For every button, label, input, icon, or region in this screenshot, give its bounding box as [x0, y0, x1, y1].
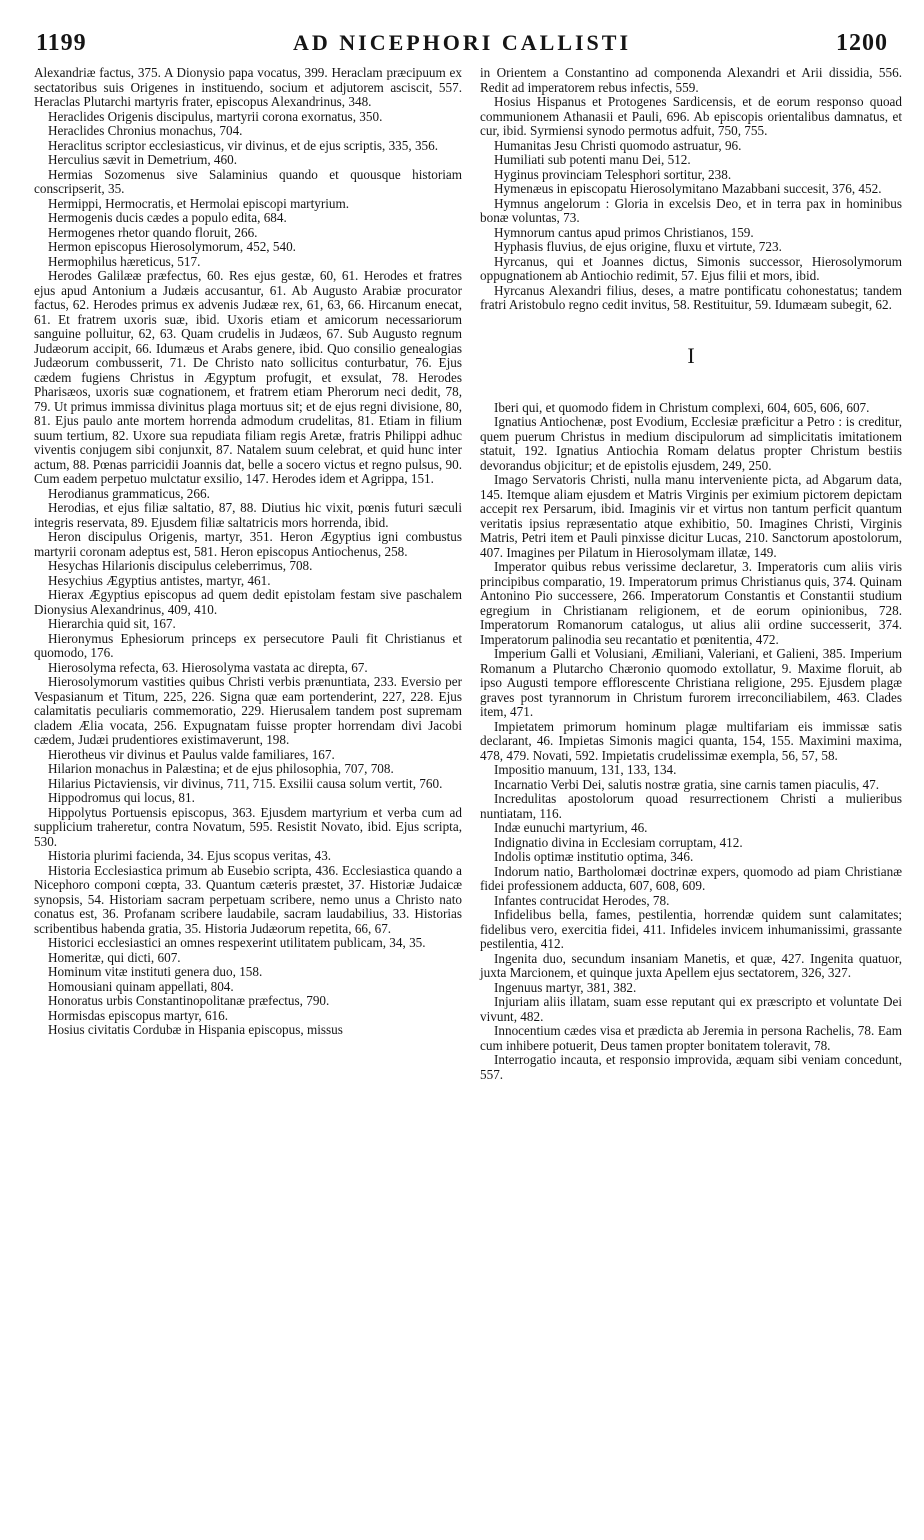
- index-entry: Interrogatio incauta, et responsio improvida, æquam sibi veniam concedunt, 557.: [480, 1052, 902, 1082]
- index-entry: Infidelibus bella, fames, pestilentia, horrendæ quidem sunt calamitates; fidelibus vero, exercitia fidei, 411. Infideles invicem inhumanissimi, grassante pestilentia, 412.: [480, 907, 902, 951]
- left-page-number: 1199: [36, 30, 87, 56]
- index-entry: Hilarion monachus in Palæstina; et de ejus philosophia, 707, 708.: [48, 761, 394, 776]
- right-bottom-entries: [480, 401, 902, 1083]
- index-entry: Historici ecclesiastici an omnes respexerint utilitatem publicam, 34, 35.: [48, 935, 426, 950]
- index-entry: Imperator quibus rebus verissime declaretur, 3. Imperatoris cum aliis viris principibus comparatio, 19. Imperatorum primus Christianus quis, 374. Quinam Antonino Pio successere, 266. Imperatorum Constantis et Constantii studium egregium in Christianam religionem, et de eorum opinionibus, 728. Imperatorum Romanorum catalogus, ut alius alii ordine successerit, 374. Imperatorum palinodia seu recantatio et pœnitentia, 472.: [480, 559, 902, 647]
- index-entry: Hierarchia quid sit, 167.: [48, 616, 176, 631]
- right-page-number: 1200: [836, 30, 888, 56]
- index-entry: Hierosolymorum vastities quibus Christi verbis prænuntiata, 233. Eversio per Vespasianum et Titum, 225, 226. Signa quæ eam portenderint, 227, 228. Ejus calamitatis peculiaris commemoratio, 229. Hierusalem tandem post supremam cladem Ælia vocata, 256. Expugnatam fuisse propter horrendam divi Jacobi cædem, Judæi prudentiores existimaverunt, 198.: [34, 674, 462, 747]
- index-entry: Homousiani quinam appellati, 804.: [48, 978, 234, 994]
- index-entry: Hyginus provinciam Telesphori sortitur, 238.: [494, 166, 732, 182]
- left-column: [34, 66, 462, 1038]
- index-entry: Honoratus urbis Constantinopolitanæ præfectus, 790.: [48, 993, 330, 1008]
- index-entry: Innocentium cædes visa et prædicta ab Jeremia in persona Rachelis, 78. Eam cum inhibere potuerit, Deus tamen propter bonitatem toleravit, 78.: [480, 1023, 902, 1053]
- index-entry: Hosius civitatis Cordubæ in Hispania episcopus, missus: [48, 1022, 343, 1037]
- index-entry: Indorum natio, Bartholomæi doctrinæ expers, quomodo ad piam Christianæ fidei professionem adducta, 607, 608, 609.: [480, 863, 902, 893]
- index-entry: Injuriam aliis illatam, suam esse reputant qui ex præscripto et voluntate Dei vivunt, 482.: [480, 994, 902, 1024]
- index-entry: Hermias Sozomenus sive Salaminius quando et quousque historiam conscripserit, 35.: [34, 166, 462, 196]
- index-entry: Heraclides Origenis discipulus, martyrii corona exornatus, 350.: [48, 108, 383, 124]
- index-entry: Infantes contrucidat Herodes, 78.: [494, 892, 670, 908]
- index-entry: Historia Ecclesiastica primum ab Eusebio scripta, 436. Ecclesiastica quando a Nicephoro componi cœpta, 33. Quantum cæteris præstet, 37. Historiæ Judaicæ synopsis, 54. Historiam sacram perpetuam scribere, nemo unus a Christo nato conatus est, 36. Profanam scribere laudabile, sacram laudabilius, 33. Historias scribentibus habenda gratia, 35. Historia Judæorum repetita, 66, 67.: [34, 862, 462, 936]
- index-entry: Humiliati sub potenti manu Dei, 512.: [494, 152, 691, 167]
- index-entry: Hymenæus in episcopatu Hierosolymitano Mazabbani succesit, 376, 452.: [494, 181, 882, 196]
- index-entry: Hierotheus vir divinus et Paulus valde familiares, 167.: [48, 746, 335, 762]
- index-entry: Hymnorum cantus apud primos Christianos, 159.: [494, 224, 754, 240]
- index-entry: in Orientem a Constantino ad componenda Alexandri et Arii dissidia, 556. Redit ad imperatorem rebus infectis, 559.: [480, 65, 902, 95]
- index-entry: Ingenuus martyr, 381, 382.: [494, 979, 637, 995]
- right-column: [480, 66, 902, 1082]
- index-entry: Herodias, et ejus filiæ saltatio, 87, 88. Diutius hic vixit, pœnis futuri sæculi integris reservata, 89. Ejusdem filiæ saltatricis mors horrenda, ibid.: [34, 500, 462, 530]
- index-entry: Hierosolyma refecta, 63. Hierosolyma vastata ac direpta, 67.: [48, 659, 368, 675]
- index-entry: Hesychius Ægyptius antistes, martyr, 461.: [48, 572, 271, 588]
- index-entry: Hominum vitæ instituti genera duo, 158.: [48, 964, 263, 979]
- index-entry: Hierax Ægyptius episcopus ad quem dedit epistolam festam sive paschalem Dionysius Alexandrinus, 409, 410.: [34, 587, 462, 617]
- index-entry: Hosius Hispanus et Protogenes Sardicensis, et de eorum responso quoad communionem Athanasii et Pauli, 696. Ab episcopis orientalibus damnatus, et cur, ibid. Syrmiensi synodo permotus adfuit, 750, 755.: [480, 94, 902, 138]
- index-entry: Hymnus angelorum : Gloria in excelsis Deo, et in terra pax in hominibus bonæ voluntas, 73.: [480, 195, 902, 225]
- index-entry: Hermogenes rhetor quando floruit, 266.: [48, 224, 258, 240]
- index-entry: Hilarius Pictaviensis, vir divinus, 711, 715. Exsilii causa solum vertit, 760.: [48, 775, 443, 791]
- index-entry: Indolis optimæ institutio optima, 346.: [494, 849, 694, 864]
- index-entry: Hermippi, Hermocratis, et Hermolai episcopi martyrium.: [48, 195, 350, 211]
- index-entry: Impietatem primorum hominum plagæ multifariam eis immissæ satis declarant, 46. Impietas Simonis magici quanta, 154, 155. Maximini maxima, 478, 479. Novati, 592. Impietatis crudelissimæ exempla, 56, 57, 58.: [480, 718, 902, 763]
- index-entry: Indignatio divina in Ecclesiam corruptam, 412.: [494, 834, 743, 850]
- index-entry: Hesychas Hilarionis discipulus celeberrimus, 708.: [48, 558, 313, 573]
- index-entry: Hippolytus Portuensis episcopus, 363. Ejusdem martyrium et verba cum ad supplicium traheretur, contra Novatum, 595. Resistit Novato, ibid. Ejus scripta, 530.: [34, 804, 462, 849]
- index-entry: Humanitas Jesu Christi quomodo astruatur, 96.: [494, 137, 742, 153]
- index-entry: Heraclides Chronius monachus, 704.: [48, 123, 243, 138]
- index-entry: Heraclitus scriptor ecclesiasticus, vir divinus, et de ejus scriptis, 335, 356.: [48, 137, 439, 153]
- index-entry: Herodianus grammaticus, 266.: [48, 485, 210, 501]
- section-letter: I: [687, 342, 695, 368]
- index-entry: Hyrcanus Alexandri filius, deses, a matre pontificatu cohonestatus; tandem fratri Aristobulo regno cedit invitus, 58. Restituitur, 59. Idumæam subegit, 62.: [480, 282, 902, 312]
- index-entry: Heron discipulus Origenis, martyr, 351. Heron Ægyptius igni combustus martyrii coronam adeptus est, 581. Heron episcopus Antiochenus, 258.: [34, 529, 462, 559]
- index-entry: Impositio manuum, 131, 133, 134.: [494, 762, 677, 777]
- index-entry: Herodes Galilææ præfectus, 60. Res ejus gestæ, 60, 61. Herodes et fratres ejus apud Antonium a Judæis accusantur, 61. Ab Augusto Arabiæ procurator factus, 62. Herodes primus ex advenis Judææ rex, 61, 63, 66. Hircanum enecat, 61. Et fratrem uxoris suæ, ibid. Uxoris etiam et amicorum necessariorum sanguine polluitur, 62, 63. Quam crudelis in Judæos, 67. Sub Augusto regnum Judæorum accipit, 66. Idumæus et Arabs genere, ibid. Quo consilio genealogias Judæorum combusserit, 71. De Christo nato sollicitus conturbatur, 76. Ejus cædem fugiens Christus in Ægyptum profugit, et exsulat, 78. Herodes Pharisæos, uxoris suæ cognationem, et fratrem etiam Pherorum neci dedit, 78, 79. Ut primus immissa divinitus plaga mortuus sit; et de ejus regni divisione, 80, 81. Ejus paulo ante mortem horrenda admodum crudelitas, 81. Etiam in filium suum tertium, 82. Uxore sua repudiata filiam regis Aretæ, fratris Philippi adhuc viventis conjugem sibi conjunxit, 87. Natalem suum celebrat, et quid hunc inter actum, 88. Pœnas parricidii Joannis dat, belle a socero victus et regno pulsus, 90. Cum eadem perpetuo mulctatur exsilio, 147. Herodes idem et Agrippa, 151.: [34, 268, 462, 486]
- index-entry: Ingenita duo, secundum insaniam Manetis, et quæ, 427. Ingenita quatuor, juxta Marcionem, et quinque juxta Apellem ejus sectatorem, 326, 327.: [480, 950, 902, 980]
- index-entry: Hyrcanus, qui et Joannes dictus, Simonis successor, Hierosolymorum oppugnationem ab Antiochio redimit, 57. Ejus filii et mors, ibid.: [480, 253, 902, 283]
- index-entry: Hermogenis ducis cædes a populo edita, 684.: [48, 210, 287, 225]
- index-entry: Hyphasis fluvius, de ejus origine, fluxu et virtute, 723.: [494, 239, 782, 254]
- index-entry: Iberi qui, et quomodo fidem in Christum complexi, 604, 605, 606, 607.: [494, 399, 870, 415]
- index-entry: Hormisdas episcopus martyr, 616.: [48, 1007, 229, 1023]
- running-title: AD NICEPHORI CALLISTI: [292, 30, 632, 55]
- index-entry: Alexandriæ factus, 375. A Dionysio papa vocatus, 399. Heraclam præcipuum ex sectatoribus suis Origenes in instituendo, socium et adjutorem asciscit, 557. Heraclas Plutarchi martyris frater, episcopus Alexandrinus, 348.: [34, 65, 462, 109]
- index-entry: Historia plurimi facienda, 34. Ejus scopus veritas, 43.: [48, 848, 332, 863]
- index-entry: Imperium Galli et Volusiani, Æmiliani, Valeriani, et Galieni, 385. Imperium Romanum a Plutarcho Chæronio quomodo extollatur, 9. Maxime floruit, ab ipso Augusti tempore efflorescente Christiana religione, 295. Ejusdem plagæ graves post tyrannorum in Christum furorem irreconciliabilem, 463. Clades item, 471.: [480, 646, 902, 719]
- index-entry: Imago Servatoris Christi, nulla manu interveniente picta, ad Abgarum data, 145. Itemque aliam ejusdem et Matris Virginis per eximium pictorem depictam accepit rex Persarum, ibid. Imaginis vir et virtus non tantum perficit quantum veritatis ipsius repræsentatio atque exhibitio, 50. Imagines Christi, Virginis Matris, Petri item et Pauli pinxisse dicitur Lucas, 210. Sanctorum apostolorum, 407. Imagines per Pilatum in Hierosolymam illatæ, 149.: [480, 472, 902, 560]
- index-entry: Hippodromus qui locus, 81.: [48, 790, 195, 805]
- index-entry: Indæ eunuchi martyrium, 46.: [494, 820, 648, 835]
- index-entry: Homeritæ, qui dicti, 607.: [48, 949, 181, 965]
- index-entry: Incredulitas apostolorum quoad resurrectionem Christi a mulieribus nuntiatam, 116.: [480, 791, 902, 821]
- index-entry: Hermophilus hæreticus, 517.: [48, 253, 201, 269]
- index-entry: Ignatius Antiochenæ, post Evodium, Ecclesiæ præficitur a Petro : is creditur, quem puerum Christus in medium discipulorum ad simplicitatis imitationem statuit, 192. Ignatius Antiochia Romam delatus propter Christum bestiis devorandus objicitur; et de epistolis ejusdem, 249, 250.: [480, 414, 902, 473]
- index-entry: Incarnatio Verbi Dei, salutis nostræ gratia, sine carnis tamen piaculis, 47.: [494, 776, 880, 792]
- index-entry: Hermon episcopus Hierosolymorum, 452, 540.: [48, 239, 296, 254]
- index-entry: Hieronymus Ephesiorum princeps ex persecutore Pauli fit Christianus et quomodo, 176.: [34, 630, 462, 660]
- index-entry: Herculius sævit in Demetrium, 460.: [48, 152, 237, 167]
- right-top-entries: [480, 66, 902, 313]
